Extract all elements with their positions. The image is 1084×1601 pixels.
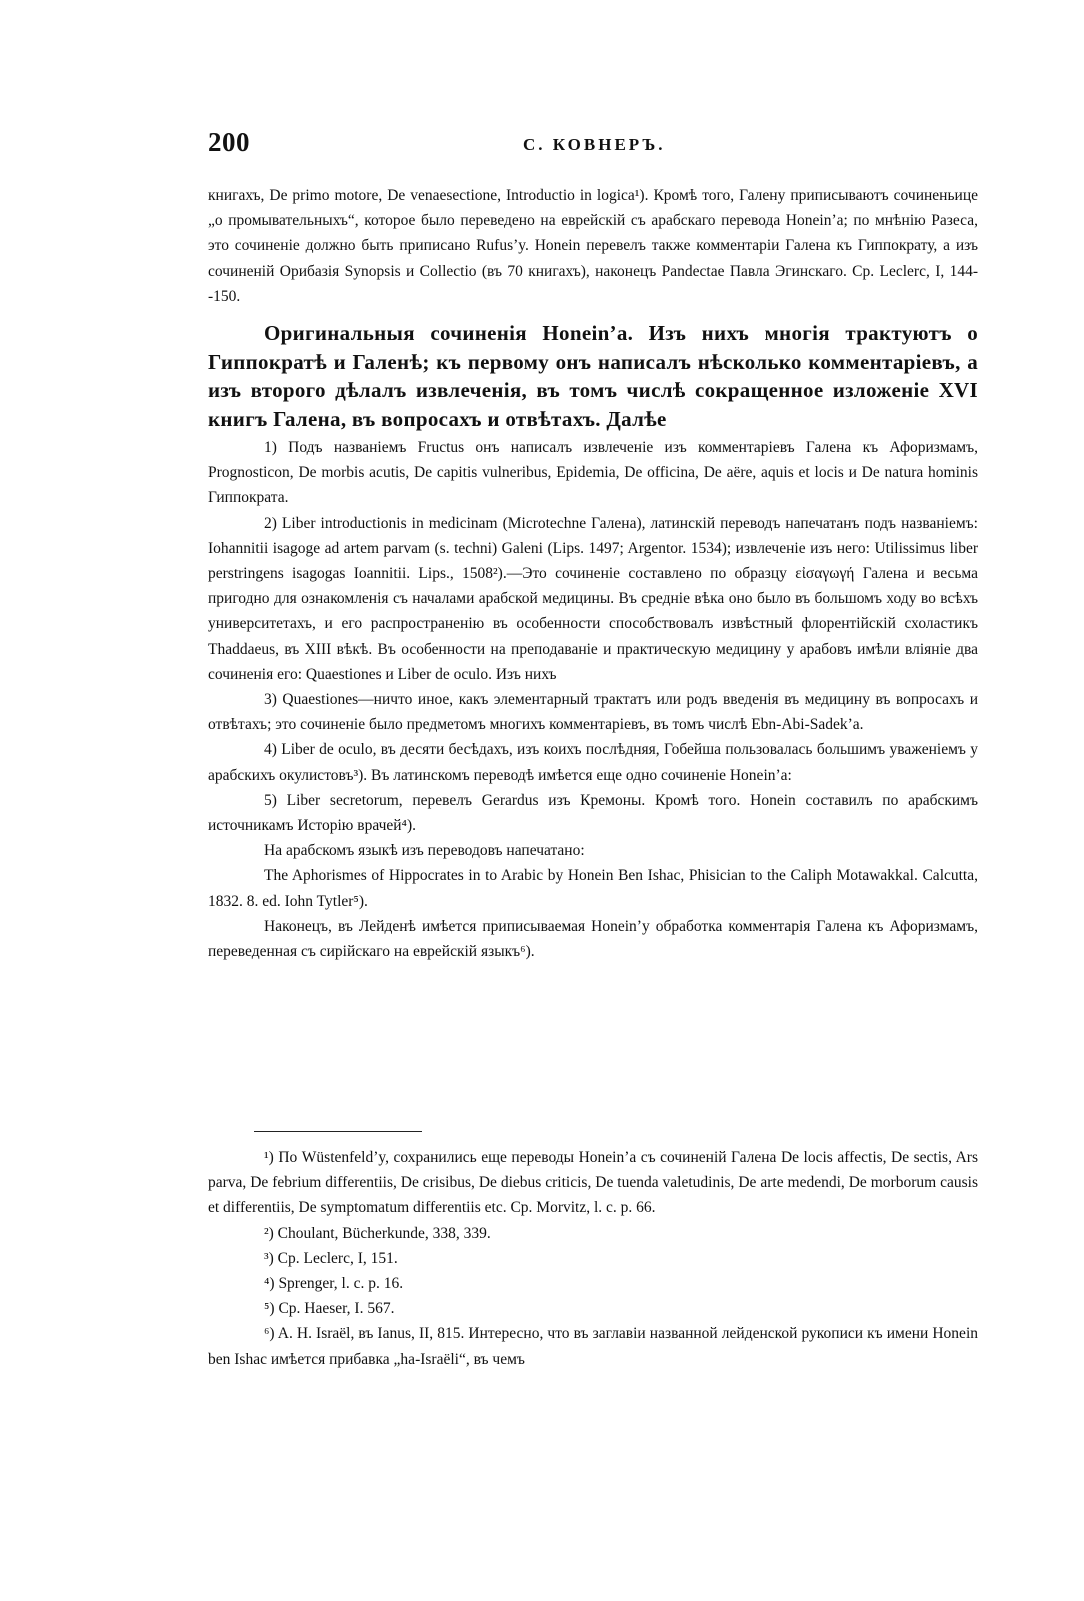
footnotes [208, 1145, 978, 1372]
page-header [208, 127, 978, 167]
list-item-4: 4) Liber de oculo, въ десяти бесѣдахъ, изъ коихъ послѣдняя, Гобейша пользовалась большимъ уваженіемъ у арабскихъ окулистовъ³). Въ латинскомъ переводѣ имѣется еще одно сочиненіе Honein’a: [208, 741, 978, 784]
page-number: 200 [208, 127, 250, 157]
printed-arabic-heading: На арабскомъ языкѣ изъ переводовъ напечатано: [264, 842, 585, 860]
footnote-4: ⁴) Sprenger, l. c. p. 16. [264, 1275, 404, 1293]
section-heading-paragraph: Оригинальныя сочиненія Honein’a. Изъ нихъ многія трактуютъ о Гиппократѣ и Галенѣ; къ первому онъ написалъ нѣсколько комментаріевъ, а изъ второго дѣлалъ извлеченія, въ томъ числѣ сокращенное изложеніе XVI книгъ Галена, въ вопросахъ и отвѣтахъ. Далѣе [208, 321, 978, 431]
footnote-divider [254, 1131, 422, 1132]
running-title: С. КОВНЕРЪ. [523, 135, 666, 154]
footnote-6: ⁶) A. H. Israël, въ Ianus, II, 815. Интересно, что въ заглавіи названной лейденской рукописи къ имени Honein ben Ishac имѣется прибавка „ha-Israëli“, въ чемъ [208, 1325, 978, 1368]
aphorismes-entry: The Aphorismes of Hippocrates in to Arabic by Honein Ben Ishac, Phisician to the Caliph Motawakkal. Calcutta, 1832. 8. ed. Iohn Tytler⁵). [208, 867, 978, 910]
list-item-3: 3) Quaestiones—ничто иное, какъ элементарный трактатъ или родъ введенія въ медицину въ вопросахъ и отвѣтахъ; это сочиненіе было предметомъ многихъ комментаріевъ, въ томъ числѣ Ebn-Abi-Sadek’a. [208, 691, 978, 734]
list-item-2: 2) Liber introductionis in medicinam (Microtechne Галена), латинскій переводъ напечатанъ подъ названіемъ: Iohannitii isagoge ad artem parvam (s. techni) Galeni (Lips. 1497; Argentor. 1534); извлеченіе изъ него: Utilissimus liber perstringens isagogas Ioannitii. Lips., 1508²).—Это сочиненіе составлено по образцу εἰσαγωγή Галена и весьма пригодно для ознакомленія съ началами арабской медицины. Въ средніе вѣка оно было въ большомъ ходу во всѣхъ университетахъ, и его распространенію въ особенности способствовалъ извѣстный флорентійскій схоластикъ Thaddaeus, въ XIII вѣкѣ. Въ особенности на преподаваніе и практическую медицину у арабовъ имѣли вліяніе два сочиненія его: Quaestiones и Liber de oculo. Изъ нихъ [208, 514, 978, 683]
list-item-5: 5) Liber secretorum, перевелъ Gerardus изъ Кремоны. Кромѣ того. Honein составилъ по арабскимъ источникамъ Исторію врачей⁴). [208, 791, 978, 835]
main-text [208, 183, 978, 964]
footnote-2: ²) Choulant, Bücherkunde, 338, 339. [264, 1224, 491, 1242]
paragraph-continued: книгахъ, De primo motore, De venaesectione, Introductio in logica¹). Кромѣ того, Галену приписываютъ сочиненьице „о промывательныхъ“, которое было переведено на еврейскій съ арабскаго перевода Honein’a; по мнѣнію Разеса, это сочиненіе должно быть приписано Rufus’y. Honein перевелъ также комментаріи Галена къ Гиппократу, а изъ сочиненій Орибазія Synopsis и Collectio (въ 70 книгахъ), наконецъ Pandectae Павла Эгинскаго. Ср. Leclerc, I, 144--150. [208, 187, 978, 305]
closing-paragraph: Наконецъ, въ Лейденѣ имѣется приписываемая Honein’y обработка комментарія Галена къ Афоризмамъ, переведенная съ сирійскаго на еврейскій языкъ⁶). [208, 917, 978, 961]
footnote-1: ¹) По Wüstenfeld’y, сохранились еще переводы Honein’a съ сочиненій Галена De locis affectis, De sectis, Ars parva, De febrium differentiis, De crisibus, De diebus criticis, De tuenda valetudinis, De arte medendi, De morborum causis et differentiis, De symptomatum differentiis etc. Ср. Morvitz, l. c. p. 66. [208, 1149, 978, 1217]
list-item-1: 1) Подъ названіемъ Fructus онъ написалъ извлеченіе изъ комментаріевъ Галена къ Афоризмамъ, Prognosticon, De morbis acutis, De capitis vulneribus, Epidemia, De officina, De aëre, aquis et locis и De natura hominis Гиппократа. [208, 439, 978, 507]
footnote-5: ⁵) Ср. Haeser, I. 567. [264, 1300, 395, 1318]
footnote-3: ³) Ср. Leclerc, I, 151. [264, 1249, 398, 1267]
